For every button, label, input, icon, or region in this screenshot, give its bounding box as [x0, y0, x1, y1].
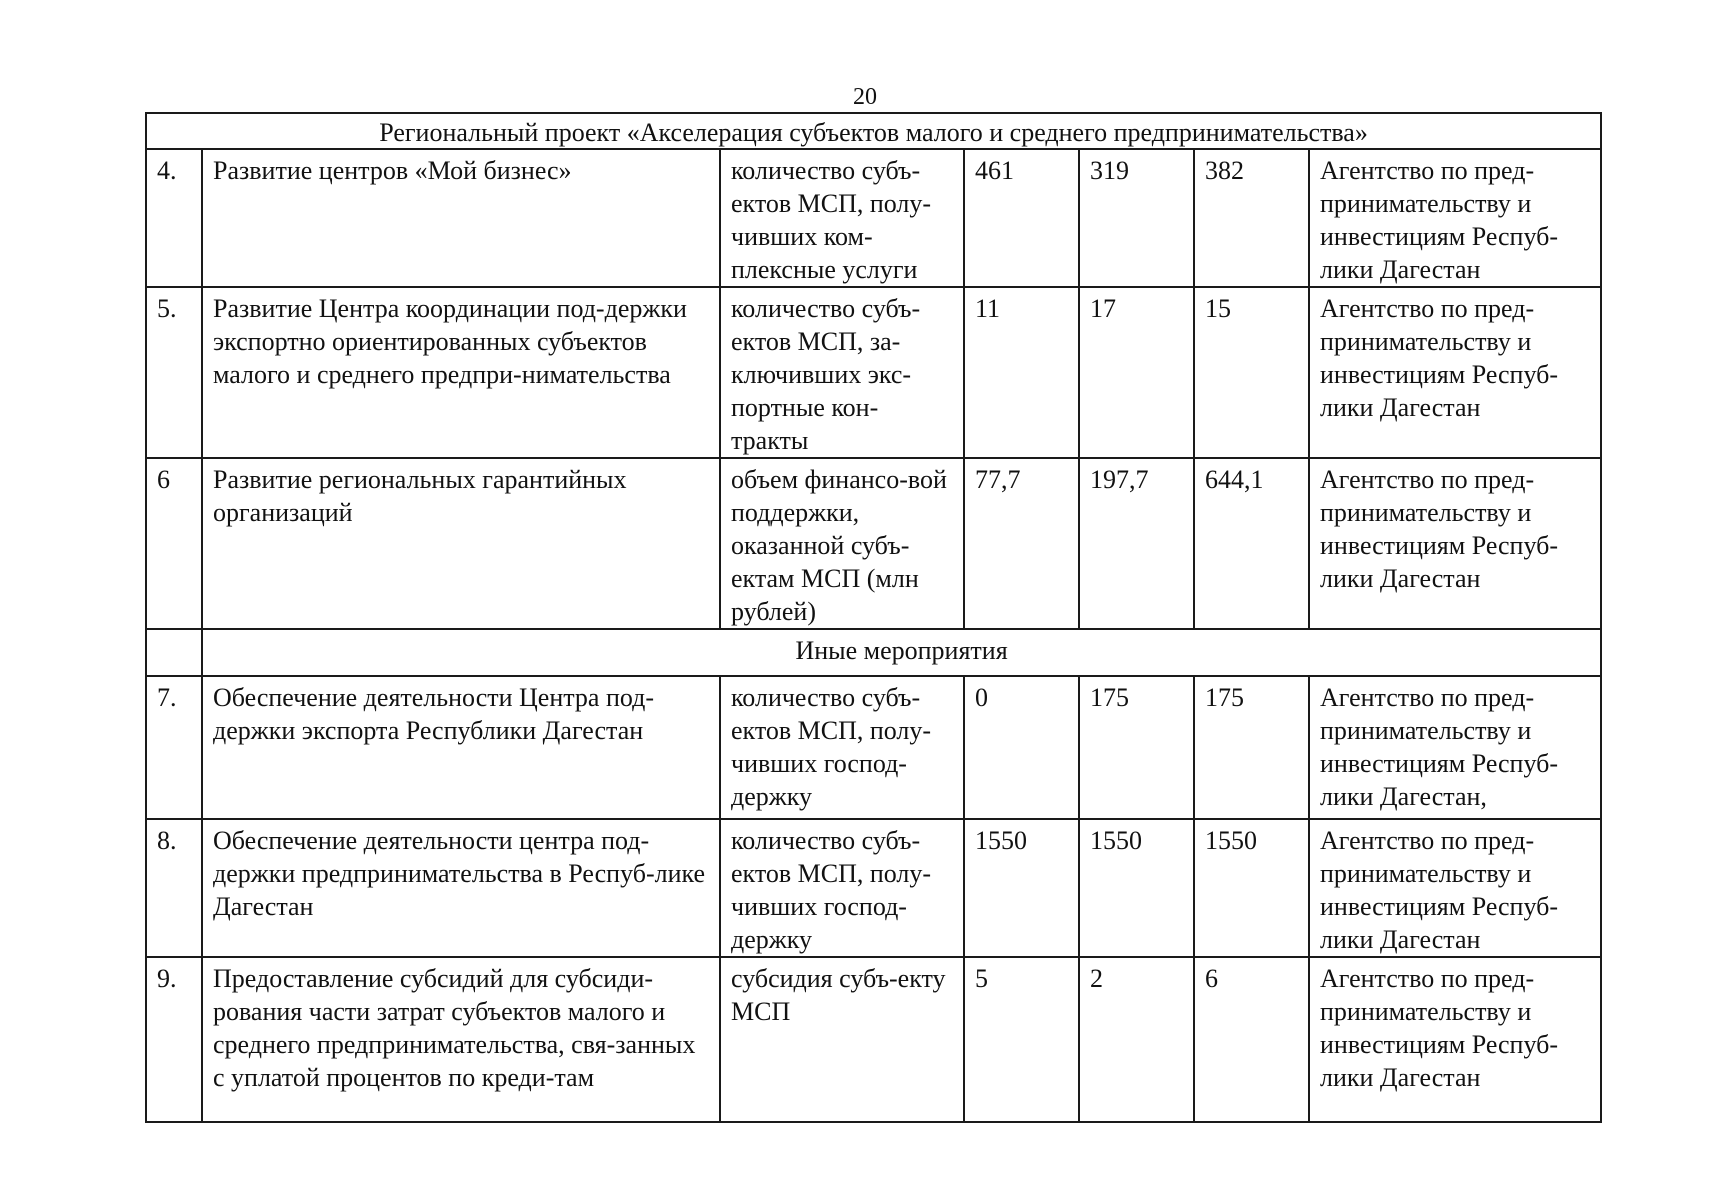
- subsection-title: Иные мероприятия: [202, 629, 1601, 676]
- value-year-2: 175: [1079, 676, 1194, 819]
- value-year-3: 175: [1194, 676, 1309, 819]
- responsible-agency: Агентство по пред-принимательству и инвестициям Респуб-лики Дагестан: [1309, 819, 1601, 957]
- value-year-2: 2: [1079, 957, 1194, 1122]
- table-row: [146, 819, 1601, 957]
- value-year-1: 1550: [964, 819, 1079, 957]
- responsible-agency: Агентство по пред-принимательству и инвестициям Респуб-лики Дагестан: [1309, 957, 1601, 1122]
- value-year-1: 461: [964, 149, 1079, 287]
- table-row: [146, 287, 1601, 458]
- responsible-agency: Агентство по пред-принимательству и инвестициям Респуб-лики Дагестан: [1309, 458, 1601, 629]
- value-year-2: 319: [1079, 149, 1194, 287]
- empty-cell: [146, 629, 202, 676]
- section-header-row: [146, 113, 1601, 149]
- indicator: количество субъ-ектов МСП, полу-чивших господ-держку: [720, 819, 964, 957]
- value-year-3: 15: [1194, 287, 1309, 458]
- table-row: [146, 676, 1601, 819]
- measure-name: Развитие Центра координации под-держки экспортно ориентированных субъектов малого и среднего предпри-нимательства: [202, 287, 720, 458]
- row-number: 6: [146, 458, 202, 629]
- table-row: [146, 149, 1601, 287]
- value-year-2: 17: [1079, 287, 1194, 458]
- table-row: [146, 458, 1601, 629]
- row-number: 5.: [146, 287, 202, 458]
- measure-name: Развитие центров «Мой бизнес»: [202, 149, 720, 287]
- responsible-agency: Агентство по пред-принимательству и инвестициям Респуб-лики Дагестан: [1309, 287, 1601, 458]
- responsible-agency: Агентство по пред-принимательству и инвестициям Респуб-лики Дагестан,: [1309, 676, 1601, 819]
- row-number: 8.: [146, 819, 202, 957]
- value-year-3: 644,1: [1194, 458, 1309, 629]
- measure-name: Предоставление субсидий для субсиди-рования части затрат субъектов малого и среднего предпринимательства, свя-занных с уплатой процентов по креди-там: [202, 957, 720, 1122]
- measure-name: Развитие региональных гарантийных организаций: [202, 458, 720, 629]
- responsible-agency: Агентство по пред-принимательству и инвестициям Респуб-лики Дагестан: [1309, 149, 1601, 287]
- value-year-1: 11: [964, 287, 1079, 458]
- measure-name: Обеспечение деятельности центра под-держки предпринимательства в Респуб-лике Дагестан: [202, 819, 720, 957]
- indicator: объем финансо-вой поддержки, оказанной субъ-ектам МСП (млн рублей): [720, 458, 964, 629]
- indicator: количество субъ-ектов МСП, полу-чивших господ-держку: [720, 676, 964, 819]
- page-number: 20: [853, 84, 877, 110]
- measures-table: [145, 112, 1602, 1123]
- value-year-3: 1550: [1194, 819, 1309, 957]
- value-year-1: 5: [964, 957, 1079, 1122]
- value-year-1: 77,7: [964, 458, 1079, 629]
- value-year-3: 6: [1194, 957, 1309, 1122]
- row-number: 7.: [146, 676, 202, 819]
- row-number: 9.: [146, 957, 202, 1122]
- indicator: субсидия субъ-екту МСП: [720, 957, 964, 1122]
- value-year-1: 0: [964, 676, 1079, 819]
- measure-name: Обеспечение деятельности Центра под-держки экспорта Республики Дагестан: [202, 676, 720, 819]
- subsection-header-row: [146, 629, 1601, 676]
- indicator: количество субъ-ектов МСП, полу-чивших ком-плексные услуги: [720, 149, 964, 287]
- value-year-3: 382: [1194, 149, 1309, 287]
- table-row: [146, 957, 1601, 1122]
- section-title: Региональный проект «Акселерация субъектов малого и среднего предпринимательства»: [146, 113, 1601, 149]
- value-year-2: 1550: [1079, 819, 1194, 957]
- row-number: 4.: [146, 149, 202, 287]
- value-year-2: 197,7: [1079, 458, 1194, 629]
- indicator: количество субъ-ектов МСП, за-ключивших экс-портные кон-тракты: [720, 287, 964, 458]
